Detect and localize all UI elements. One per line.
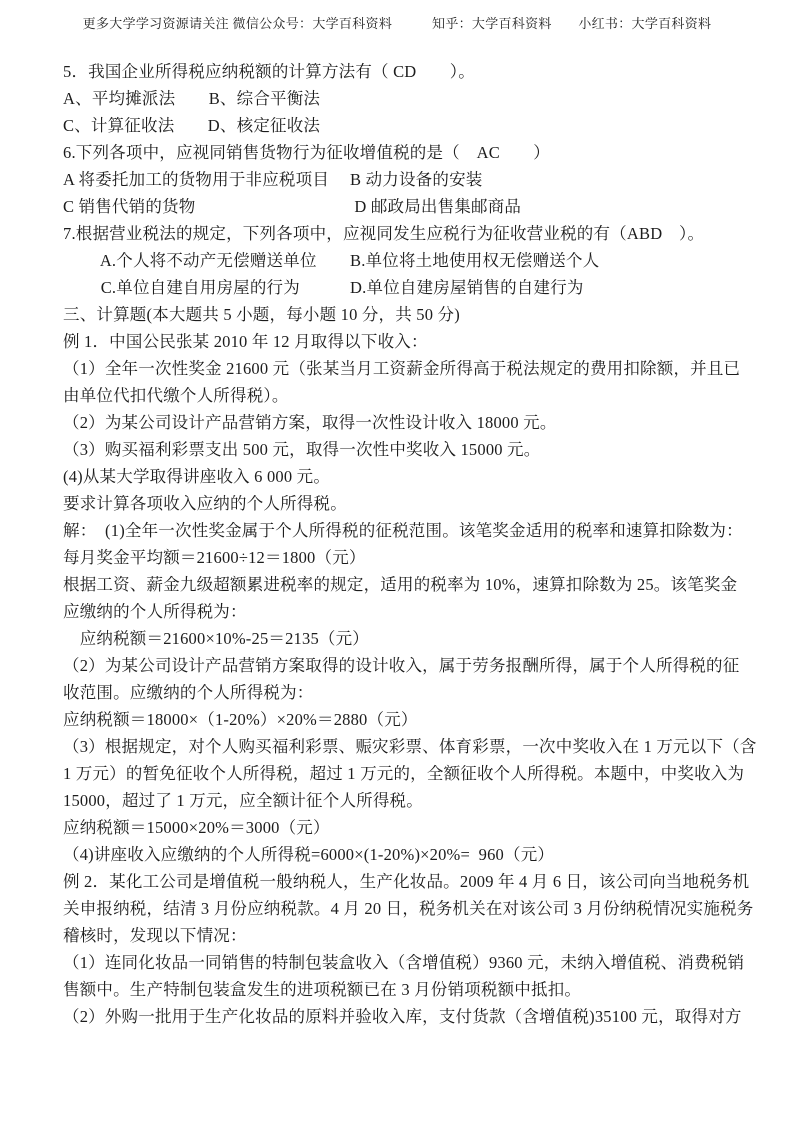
document-line: （2）外购一批用于生产化妆品的原料并验收入库，支付货款（含增值税)35100 元，取得对方 xyxy=(63,1007,742,1026)
document-line: （3）购买福利彩票支出 500 元，取得一次性中奖收入 15000 元。 xyxy=(63,440,541,459)
document-line: 15000，超过了 1 万元，应全额计征个人所得税。 xyxy=(63,791,423,810)
document-line: 解： (1)全年一次性奖金属于个人所得税的征税范围。该笔奖金适用的税率和速算扣除数为： xyxy=(63,521,743,540)
document-body xyxy=(63,58,757,1030)
document-line: (4)从某大学取得讲座收入 6 000 元。 xyxy=(63,467,331,486)
document-line: C.单位自建自用房屋的行为 D.单位自建房屋销售的自建行为 xyxy=(63,278,584,297)
document-line: 应纳税额＝21600×10%-25＝2135（元） xyxy=(63,629,369,648)
document-line: C、计算征收法 D、核定征收法 xyxy=(63,116,321,135)
document-line: 每月奖金平均额＝21600÷12＝1800（元） xyxy=(63,548,366,567)
document-line: （2）为某公司设计产品营销方案，取得一次性设计收入 18000 元。 xyxy=(63,413,557,432)
document-line: C 销售代销的货物 D 邮政局出售集邮商品 xyxy=(63,197,522,216)
document-line: 例 2．某化工公司是增值税一般纳税人，生产化妆品。2009 年 4 月 6 日，该公司向当地税务机 xyxy=(63,872,750,891)
document-line: （2）为某公司设计产品营销方案取得的设计收入，属于劳务报酬所得，属于个人所得税的征 xyxy=(63,656,740,675)
document-line: A 将委托加工的货物用于非应税项目 B 动力设备的安装 xyxy=(63,170,483,189)
document-line: 售额中。生产特制包装盒发生的进项税额已在 3 月份销项税额中抵扣。 xyxy=(63,980,582,999)
document-line: 6.下列各项中，应视同销售货物行为征收增值税的是（ AC ） xyxy=(63,143,550,162)
document-line: 关申报纳税，结清 3 月份应纳税款。4 月 20 日，税务机关在对该公司 3 月份纳税情况实施税务 xyxy=(63,899,754,918)
document-line: 1 万元）的暂免征收个人所得税，超过 1 万元的，全额征收个人所得税。本题中，中奖收入为 xyxy=(63,764,745,783)
document-line: 应纳税额＝18000×（1-20%）×20%＝2880（元） xyxy=(63,710,418,729)
document-line: A、平均摊派法 B、综合平衡法 xyxy=(63,89,321,108)
document-line: 5．我国企业所得税应纳税额的计算方法有（ CD ）。 xyxy=(63,62,475,81)
document-line: 稽核时，发现以下情况： xyxy=(63,926,247,945)
document-line: 根据工资、薪金九级超额累进税率的规定，适用的税率为 10%，速算扣除数为 25。该笔奖金 xyxy=(63,575,738,594)
document-line: （1）连同化妆品一同销售的特制包装盒收入（含增值税）9360 元，未纳入增值税、消费税销 xyxy=(63,953,745,972)
page-header: 更多大学学习资源请关注 微信公众号：大学百科资料 知乎：大学百科资料 小红书：大学百科资料 xyxy=(82,16,712,31)
document-line: （4)讲座收入应缴纳的个人所得税=6000×(1-20%)×20%= 960（元） xyxy=(63,845,555,864)
document-line: 应缴纳的个人所得税为： xyxy=(63,602,247,621)
document-line: 收范围。应缴纳的个人所得税为： xyxy=(63,683,314,702)
document-line: （3）根据规定，对个人购买福利彩票、赈灾彩票、体育彩票，一次中奖收入在 1 万元以下（含 xyxy=(63,737,757,756)
document-line: （1）全年一次性奖金 21600 元（张某当月工资薪金所得高于税法规定的费用扣除额，并且已 xyxy=(63,359,741,378)
document-line: 7.根据营业税法的规定，下列各项中，应视同发生应税行为征收营业税的有（ABD ）。 xyxy=(63,224,705,243)
document-line: 由单位代扣代缴个人所得税）。 xyxy=(63,386,289,405)
document-line: A.个人将不动产无偿赠送单位 B.单位将土地使用权无偿赠送个人 xyxy=(63,251,600,270)
document-line: 例 1．中国公民张某 2010 年 12 月取得以下收入： xyxy=(63,332,428,351)
document-line: 三、计算题(本大题共 5 小题，每小题 10 分，共 50 分) xyxy=(63,305,460,324)
document-line: 要求计算各项收入应纳的个人所得税。 xyxy=(63,494,347,513)
document-line: 应纳税额＝15000×20%＝3000（元） xyxy=(63,818,330,837)
